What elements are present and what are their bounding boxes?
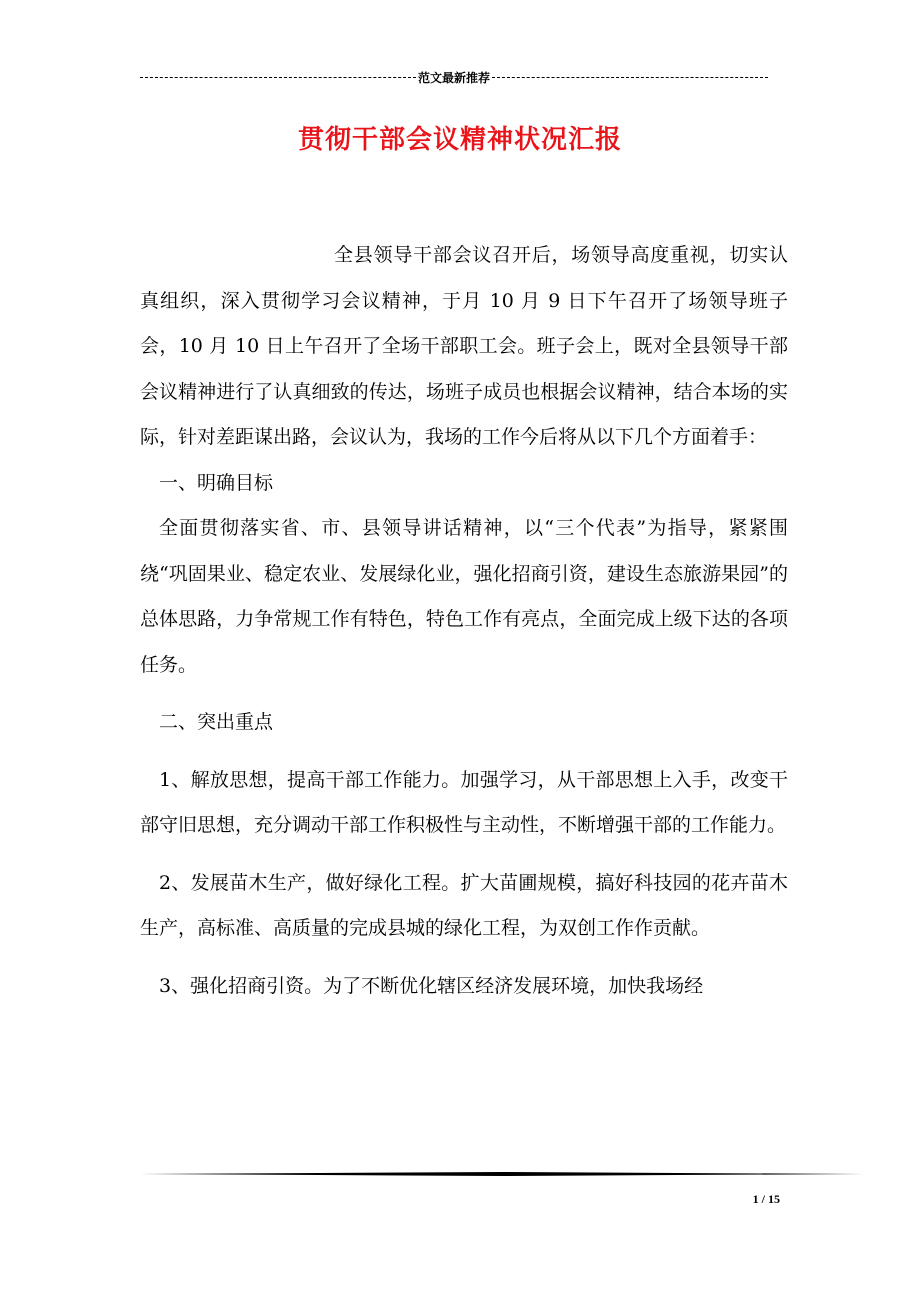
paragraph-item-2: 2、发展苗木生产，做好绿化工程。扩大苗圃规模，搞好科技园的花卉苗木生产，高标准、高质量的完成县城的绿化工程，为双创工作作贡献。	[140, 871, 788, 939]
document-title: 贯彻干部会议精神状况汇报	[297, 125, 622, 155]
paragraph-intro: 全县领导干部会议召开后，场领导高度重视，切实认真组织，深入贯彻学习会议精神，于月 10 月 9 日下午召开了场领导班子会，10 月 10 日上午召开了全场干部职工会。班子会上，既对全县领导干部会议精神进行了认真细致的传达，场班子成员也根据会议精神，结合本场的实际，针对差距谋出路，会议认为，我场的工作今后将从以下几个方面着手：	[140, 244, 788, 448]
section-heading-goals: 一、明确目标	[159, 471, 274, 494]
paragraph-item-1: 1、解放思想，提高干部工作能力。加强学习，从干部思想上入手，改变干部守旧思想，充分调动干部工作积极性与主动性，不断增强干部的工作能力。	[140, 768, 788, 836]
document-body	[140, 233, 788, 1009]
footer-divider	[140, 1172, 864, 1176]
header-label: 范文最新推荐	[418, 70, 491, 85]
paragraph-item-3: 3、强化招商引资。为了不断优化辖区经济发展环境，加快我场经	[159, 974, 704, 997]
page-number: 1 / 15	[752, 1192, 780, 1206]
footer-divider-line	[140, 1172, 864, 1176]
page-header	[140, 66, 768, 88]
header-dashed-line-right	[492, 77, 768, 78]
paragraph-goals: 全面贯彻落实省、市、县领导讲话精神，以“三个代表”为指导，紧紧围绕“巩固果业、稳定农业、发展绿化业，强化招商引资，建设生态旅游果园”的总体思路，力争常规工作有特色，特色工作有亮点，全面完成上级下达的各项任务。	[140, 517, 788, 676]
section-heading-focus: 二、突出重点	[159, 711, 274, 733]
header-dashed-line-left	[140, 77, 416, 78]
